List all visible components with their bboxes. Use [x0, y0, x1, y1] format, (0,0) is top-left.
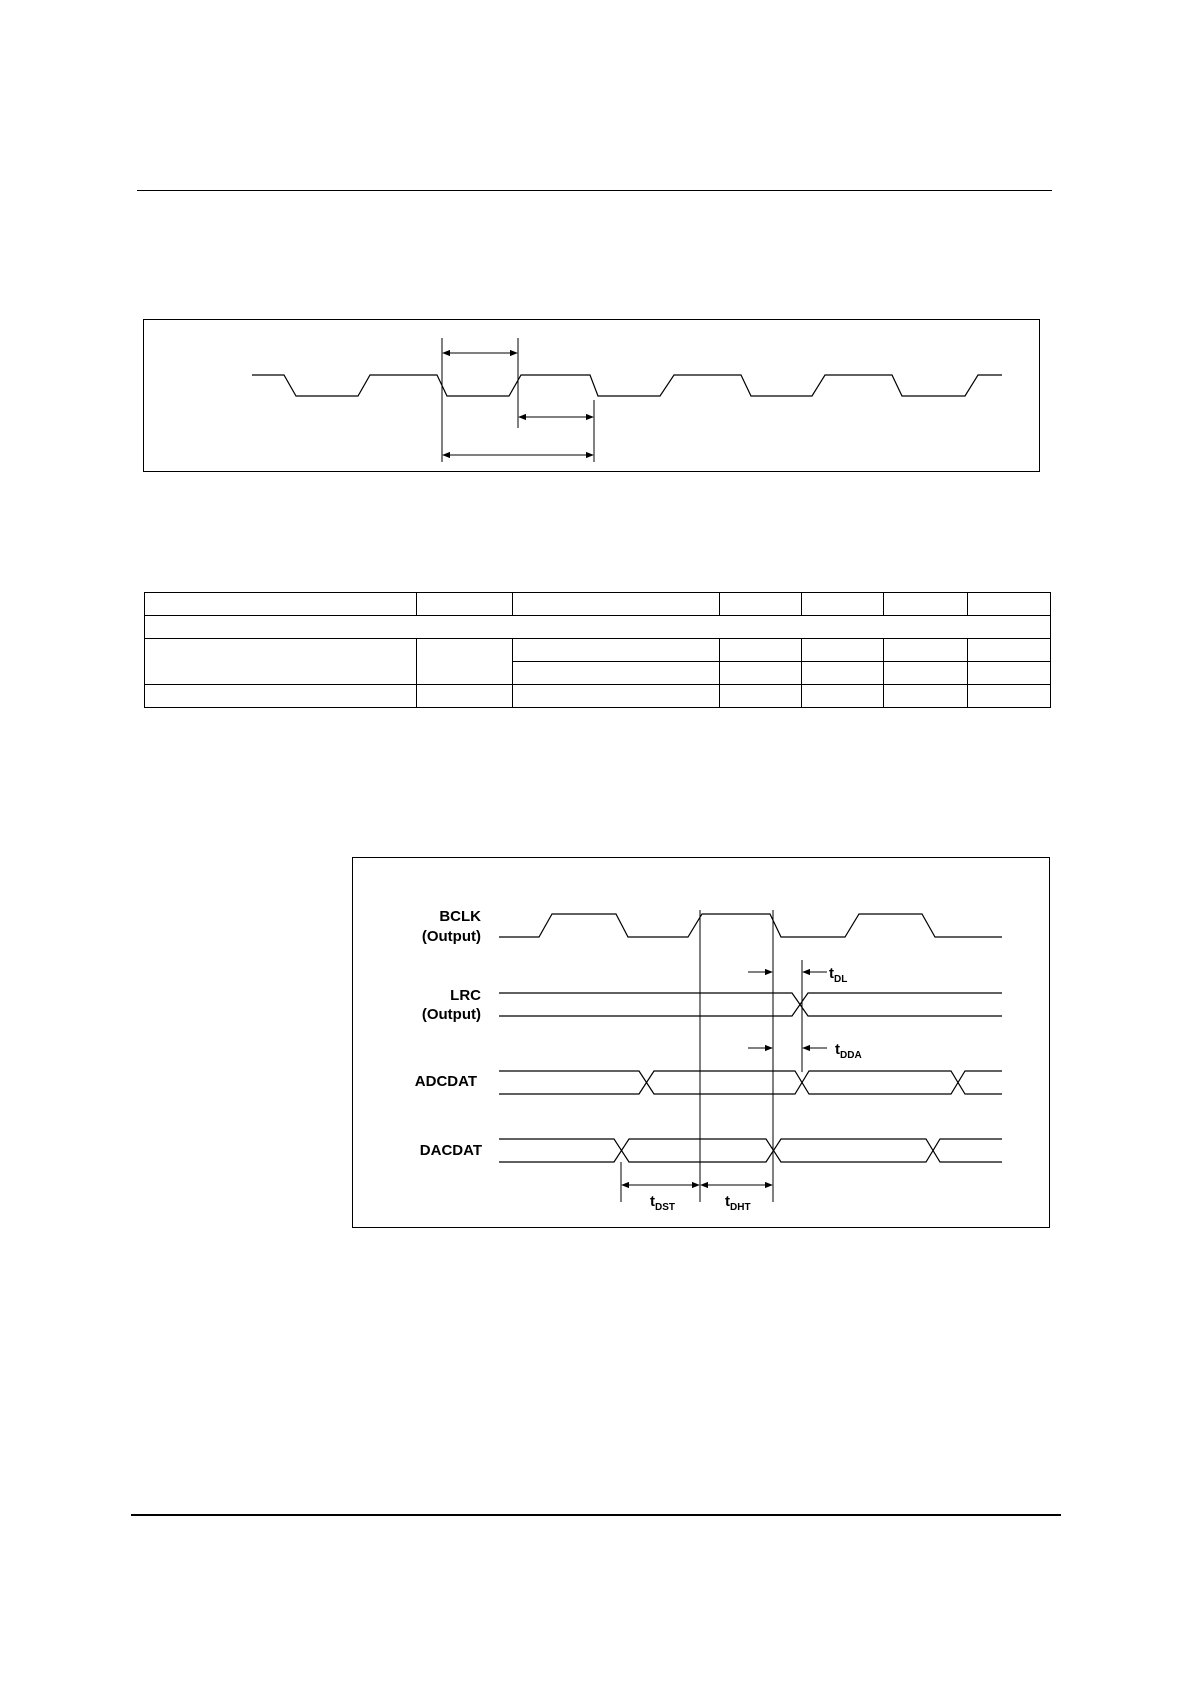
table-cell [417, 593, 513, 616]
table-cell [513, 662, 720, 685]
table-cell [720, 593, 802, 616]
table-cell [145, 639, 417, 685]
table-cell [720, 685, 802, 708]
table-cell [968, 685, 1051, 708]
table-row [145, 685, 1051, 708]
table-cell [417, 639, 513, 685]
table-cell [884, 639, 968, 662]
table-cell [145, 593, 417, 616]
tdl-label: $t_{DL}$ [829, 965, 848, 985]
table-cell [417, 685, 513, 708]
header-rule [137, 190, 1052, 191]
table-cell [884, 593, 968, 616]
lrc-direction-label: (Output) [421, 1006, 481, 1023]
bclk-label: BCLK [439, 908, 481, 925]
table-cell [968, 662, 1051, 685]
table-cell [513, 639, 720, 662]
table-cell [145, 685, 417, 708]
table-cell [802, 593, 884, 616]
dacdat-label: DACDAT [419, 1142, 482, 1159]
clock-timing-diagram [143, 319, 1040, 472]
table-section-cell [145, 616, 1051, 639]
table-cell [802, 662, 884, 685]
timing-spec-table [144, 592, 1051, 708]
table-cell [513, 593, 720, 616]
footer-rule [131, 1514, 1061, 1516]
table-row [145, 616, 1051, 639]
table-cell [884, 685, 968, 708]
tdst-label: $t_{DST}$ [650, 1193, 675, 1213]
table-cell [513, 685, 720, 708]
table-cell [968, 593, 1051, 616]
table-row [145, 593, 1051, 616]
table-cell [968, 639, 1051, 662]
tdda-label: $t_{DDA}$ [835, 1041, 862, 1061]
bclk-direction-label: (Output) [421, 928, 481, 945]
table-cell [802, 639, 884, 662]
table-cell [720, 639, 802, 662]
table-cell [884, 662, 968, 685]
audio-interface-timing-diagram [352, 857, 1050, 1228]
table-cell [720, 662, 802, 685]
tdht-label: $t_{DHT}$ [725, 1193, 751, 1213]
table-row [145, 639, 1051, 662]
adcdat-label: ADCDAT [414, 1073, 477, 1090]
lrc-label: LRC [450, 987, 481, 1004]
table-cell [802, 685, 884, 708]
